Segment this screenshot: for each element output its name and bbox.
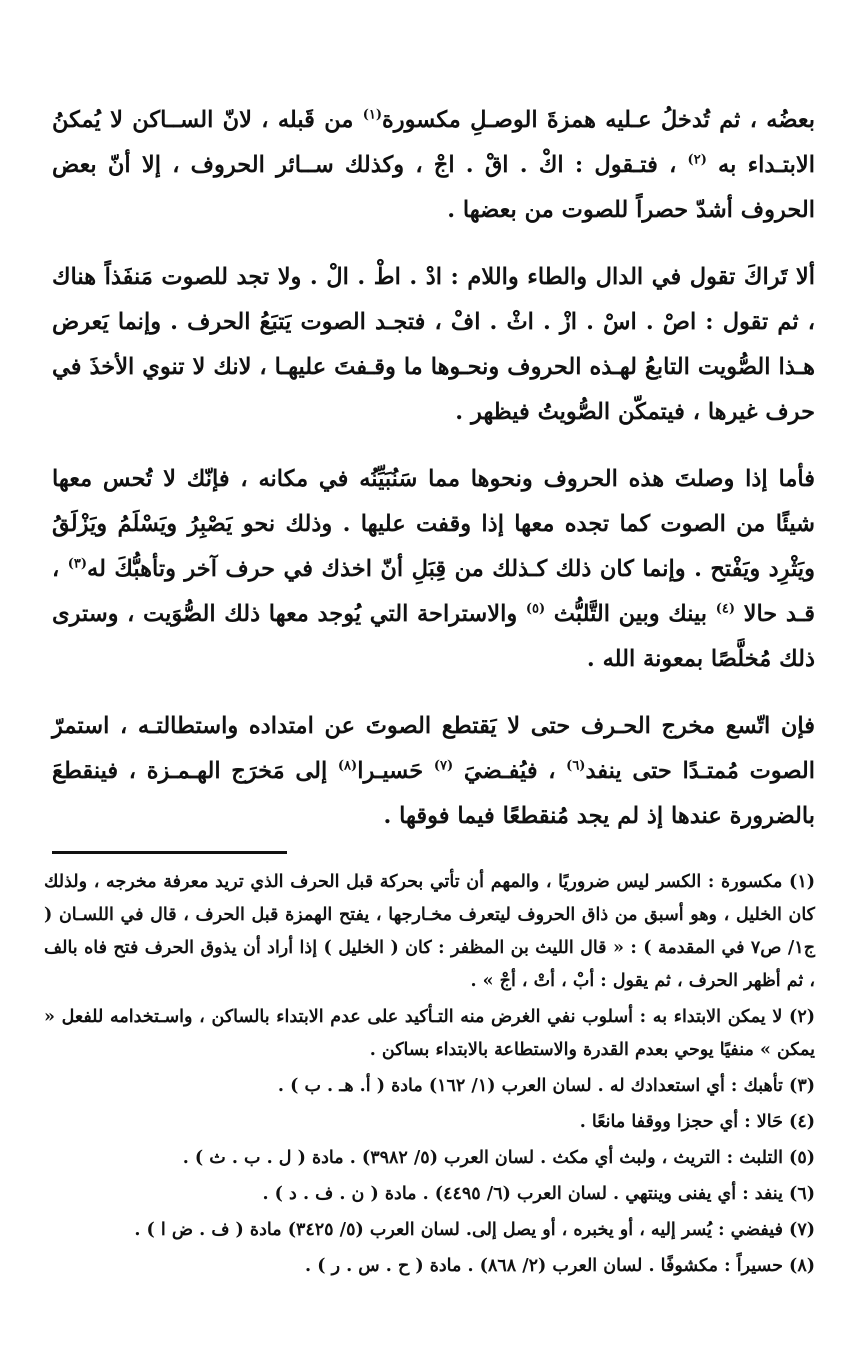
text-run: ، قـد حالا: [52, 556, 815, 627]
paragraph-3: [52, 457, 815, 682]
text-run: بعضُه ، ثم تُدخلُ عـليه همزةَ الوصـلِ مكسورة: [381, 107, 815, 133]
text-run: إلى مَخرَج الهـمـزة ، فينقطعَ بالضرورة عندها إذ لم يجد مُنقطعًا فيما فوقها .: [52, 758, 815, 829]
text-run: فأما إذا وصلتَ هذه الحروف ونحوها مما سَنُبَيِّنُه في مكانه ، فإنّك لا تُحس معها شيئًا من الصوت كما تجده معها إذا وقفت عليها . وذلك نحو يَصْبِرُ ويَسْلَمُ ويَزْلَقُ ويَثْرِد ويَفْتح . وإنما كان ذلك كـذلك من قِبَلِ أنّ اخذك في حرف آخر وتأهبُّكَ له: [52, 466, 815, 582]
footnote-6: (٦) ينفد : أي يفنى وينتهي . لسان العرب (٦/ ٤٤٩٥) . مادة ( ن . ف . د ) .: [262, 1184, 815, 1204]
footnote-ref-8[interactable]: (٨): [337, 758, 358, 774]
text-run: بينك وبين التَّلبُّث: [545, 601, 716, 627]
paragraph-2: [52, 255, 815, 435]
footnote-1: (١) مكسورة : الكسر ليس ضروريًا ، والمهم أن تأتي بحركة قبل الحرف الذي تريد معرفة مخرجه ، ولذلك كان الخليل ، وهو أسبق من ذاق الحروف ليتعرف مخـارجها ، يفتح الهمزة قبل الحرف ، قال في اللسـان ( ج١/ ص٧ في المقدمة ) : « قال الليث بن المظفر : كان ( الخليل ) إذا أراد أن يذوق الحرف فتح فاه بالف ، ثم أظهر الحرف ، ثم يقول : أبْ ، أتْ ، أجْ » .: [44, 872, 815, 991]
footnote-ref-5[interactable]: (٥): [525, 601, 546, 617]
footnote-ref-4[interactable]: (٤): [715, 601, 735, 617]
paragraph-4: [52, 704, 815, 839]
main-text: [52, 98, 815, 861]
footnote-8: (٨) حسيراً : مكشوفًا . لسان العرب (٢/ ٨٦٨) . مادة ( ح . س . ر ) .: [305, 1256, 815, 1276]
paragraph-1: [52, 98, 815, 233]
footnote-ref-6[interactable]: (٦): [566, 758, 586, 774]
text-run: ألا تَراكَ تقول في الدال والطاء واللام : ادْ . اطْ . الْ . ولا تجد للصوت مَنفَذاً هناك ، ثم تقول : اصْ . اسْ . ازْ . اثْ . افْ ، فتجـد الصوت يَتبَعُ الحرف . وإنما يَعرض هـذا الصُّويت التابعُ لهـذه الحروف ونحـوها ما وقـفتَ عليهـا ، لانك لا تنوي الأخذَ في حرف غيرها ، فيتمكّن الصُّويتُ فيظهر .: [52, 264, 815, 425]
text-run: والاستراحة التي يُوجد معها ذلك الصُّوَيت ، وسترى ذلك مُخلَّصًا بمعونة الله .: [52, 601, 815, 672]
footnote-5: (٥) التلبث : التريث ، ولبث أي مكث . لسان العرب (٥/ ٣٩٨٢) . مادة ( ل . ب . ث ) .: [182, 1148, 815, 1168]
footnote-4: (٤) حَالا : أي حجزا ووقفا مانعًا .: [579, 1112, 815, 1132]
footnote-separator: [52, 851, 287, 854]
text-run: من قَبله ، لانّ الســاكن لا يُمكنُ الابتـداء به: [52, 107, 815, 178]
text-run: ، فتـقول : اكْ . اقْ . اجْ ، وكذلك ســائر الحروف ، إلا أنّ بعض الحروف أشدّ حصراً للصوت من بعضها .: [52, 152, 815, 223]
footnote-2: (٢) لا يمكن الابتداء به : أسلوب نفي الغرض منه التـأكيد على عدم الابتداء بالساكن ، واسـتخدامه للفعل « يمكن » منفيًا يوحي بعدم القدرة والاستطاعة بالابتداء بساكن .: [44, 1007, 815, 1060]
footnote-ref-2[interactable]: (٢): [687, 152, 707, 168]
footnote-ref-1[interactable]: (١): [362, 107, 382, 123]
text-run: حَسيـرا: [357, 758, 434, 784]
text-run: ، فيُفـضيَ: [453, 758, 567, 784]
footnote-ref-3[interactable]: (٣): [67, 556, 87, 572]
text-run: فإن اتّسع مخرج الحـرف حتى لا يَقتطع الصوتَ عن امتداده واستطالتـه ، استمرّ الصوت مُمتـدًا حتى ينفد: [52, 713, 816, 784]
footnotes: [44, 866, 815, 1286]
footnote-3: (٣) تأهبك : أي استعدادك له . لسان العرب (١/ ١٦٢) مادة ( أ. هـ . ب ) .: [277, 1076, 815, 1096]
footnote-7: (٧) فيفضي : يُسر إليه ، أو يخبره ، أو يصل إلى. لسان العرب (٥/ ٣٤٢٥) مادة ( ف . ض ا ) .: [134, 1220, 815, 1240]
footnote-ref-7[interactable]: (٧): [433, 758, 454, 774]
